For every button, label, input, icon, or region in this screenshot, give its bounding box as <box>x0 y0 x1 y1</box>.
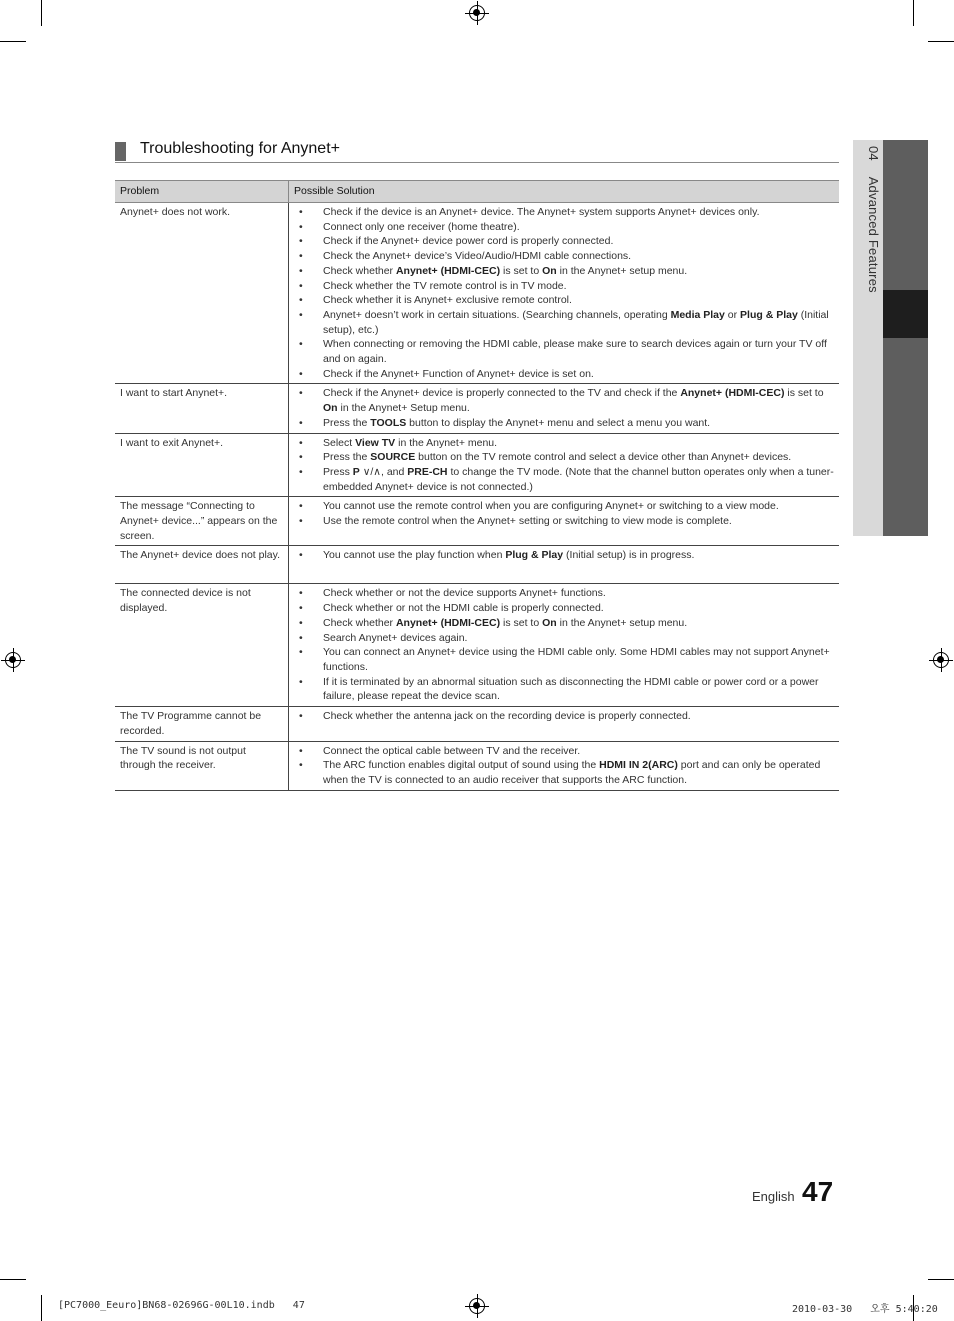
list-item: • If it is terminated by an abnormal situation such as disconnecting the HDMI cable or power cord or a power failure, please repeat the device scan. <box>299 675 834 704</box>
crop-mark <box>928 41 954 42</box>
list-item: • Check if the device is an Anynet+ device. The Anynet+ system supports Anynet+ devices only. <box>299 205 834 220</box>
list-item: • Check whether Anynet+ (HDMI-CEC) is set to On in the Anynet+ setup menu. <box>299 264 834 279</box>
list-item: • Press the TOOLS button to display the Anynet+ menu and select a menu you want. <box>299 416 834 431</box>
list-item: • Check whether Anynet+ (HDMI-CEC) is set to On in the Anynet+ setup menu. <box>299 616 834 631</box>
problem-cell: The TV Programme cannot be recorded. <box>115 707 289 741</box>
crop-mark <box>41 0 42 26</box>
problem-cell: The message “Connecting to Anynet+ device...” appears on the screen. <box>115 497 289 546</box>
list-item: • The ARC function enables digital output of sound using the HDMI IN 2(ARC) port and can only be operated when the TV is connected to an audio receiver that supports the ARC function. <box>299 758 834 787</box>
table-row <box>115 384 839 433</box>
crop-mark <box>41 1295 42 1321</box>
problem-cell: The connected device is not displayed. <box>115 584 289 707</box>
list-item: • Connect the optical cable between TV and the receiver. <box>299 744 834 759</box>
solution-list <box>294 709 834 724</box>
imprint-file: [PC7000_Eeuro]BN68-02696G-00L10.indb 47 <box>58 1300 305 1311</box>
registration-mark-icon <box>933 652 949 668</box>
list-item: • Check if the Anynet+ device is properly connected to the TV and check if the Anynet+ (HDMI-CEC) is set to On in the Anynet+ Setup menu. <box>299 386 834 415</box>
solution-list <box>294 499 834 528</box>
solution-list <box>294 548 834 563</box>
solution-list <box>294 436 834 495</box>
list-item: • Use the remote control when the Anynet+ setting or switching to view mode is complete. <box>299 514 834 529</box>
page-number: 47 <box>802 1176 834 1207</box>
table-row <box>115 741 839 790</box>
solution-cell <box>289 384 840 433</box>
header-problem: Problem <box>115 181 289 203</box>
solution-cell <box>289 707 840 741</box>
table-row <box>115 707 839 741</box>
list-item: • Connect only one receiver (home theatre). <box>299 220 834 235</box>
chapter-title: Advanced Features <box>866 176 881 293</box>
solution-list <box>294 744 834 788</box>
solution-cell <box>289 203 840 384</box>
list-item: • Check if the Anynet+ device power cord is properly connected. <box>299 234 834 249</box>
section-title: Troubleshooting for Anynet+ <box>140 140 340 157</box>
list-item: • When connecting or removing the HDMI cable, please make sure to search devices again or turn your TV off and on again. <box>299 337 834 366</box>
solution-cell <box>289 546 840 584</box>
solution-cell <box>289 497 840 546</box>
crop-mark <box>0 41 26 42</box>
table-row <box>115 433 839 497</box>
table-row <box>115 584 839 707</box>
table-row <box>115 203 839 384</box>
list-item: • Press P ∨/∧, and PRE-CH to change the TV mode. (Note that the channel button operates only when a tuner-embedded Anynet+ device is not connected.) <box>299 465 834 494</box>
list-item: • Press the SOURCE button on the TV remote control and select a device other than Anynet+ devices. <box>299 450 834 465</box>
solution-cell <box>289 433 840 497</box>
problem-cell: The TV sound is not output through the receiver. <box>115 741 289 790</box>
footer-language: English <box>752 1189 795 1204</box>
crop-mark <box>0 1279 26 1280</box>
imprint-timestamp: 2010-03-30 오후 5:40:20 <box>792 1304 938 1315</box>
problem-cell: Anynet+ does not work. <box>115 203 289 384</box>
list-item: • You cannot use the play function when Plug & Play (Initial setup) is in progress. <box>299 548 834 563</box>
troubleshooting-table <box>115 180 839 791</box>
chapter-label <box>855 146 881 326</box>
list-item: • Check whether or not the device supports Anynet+ functions. <box>299 586 834 601</box>
list-item: • Check if the Anynet+ Function of Anynet+ device is set on. <box>299 367 834 382</box>
crop-mark <box>913 0 914 26</box>
solution-cell <box>289 741 840 790</box>
list-item: • Select View TV in the Anynet+ menu. <box>299 436 834 451</box>
list-item: • Check the Anynet+ device’s Video/Audio/HDMI cable connections. <box>299 249 834 264</box>
chapter-number: 04 <box>866 146 881 161</box>
chapter-side-tab <box>853 140 928 536</box>
list-item: • Search Anynet+ devices again. <box>299 631 834 646</box>
solution-list <box>294 586 834 704</box>
table-row <box>115 546 839 584</box>
list-item: • Check whether or not the HDMI cable is properly connected. <box>299 601 834 616</box>
list-item: • Check whether it is Anynet+ exclusive remote control. <box>299 293 834 308</box>
list-item: • You cannot use the remote control when you are configuring Anynet+ or switching to a view mode. <box>299 499 834 514</box>
heading-bar <box>115 142 126 161</box>
solution-cell <box>289 584 840 707</box>
header-solution: Possible Solution <box>289 181 840 203</box>
problem-cell: The Anynet+ device does not play. <box>115 546 289 584</box>
section-heading <box>115 140 839 163</box>
table-row <box>115 497 839 546</box>
solution-list <box>294 205 834 381</box>
problem-cell: I want to start Anynet+. <box>115 384 289 433</box>
list-item: • Anynet+ doesn’t work in certain situations. (Searching channels, operating Media Play or Plug & Play (Initial setup), etc.) <box>299 308 834 337</box>
registration-mark-icon <box>469 1298 485 1314</box>
list-item: • You can connect an Anynet+ device using the HDMI cable only. Some HDMI cables may not support Anynet+ functions. <box>299 645 834 674</box>
crop-mark <box>928 1279 954 1280</box>
registration-mark-icon <box>469 5 485 21</box>
list-item: • Check whether the antenna jack on the recording device is properly connected. <box>299 709 834 724</box>
list-item: • Check whether the TV remote control is in TV mode. <box>299 279 834 294</box>
solution-list <box>294 386 834 430</box>
chapter-marker <box>883 290 928 338</box>
table-header-row <box>115 181 839 203</box>
problem-cell: I want to exit Anynet+. <box>115 433 289 497</box>
registration-mark-icon <box>5 652 21 668</box>
